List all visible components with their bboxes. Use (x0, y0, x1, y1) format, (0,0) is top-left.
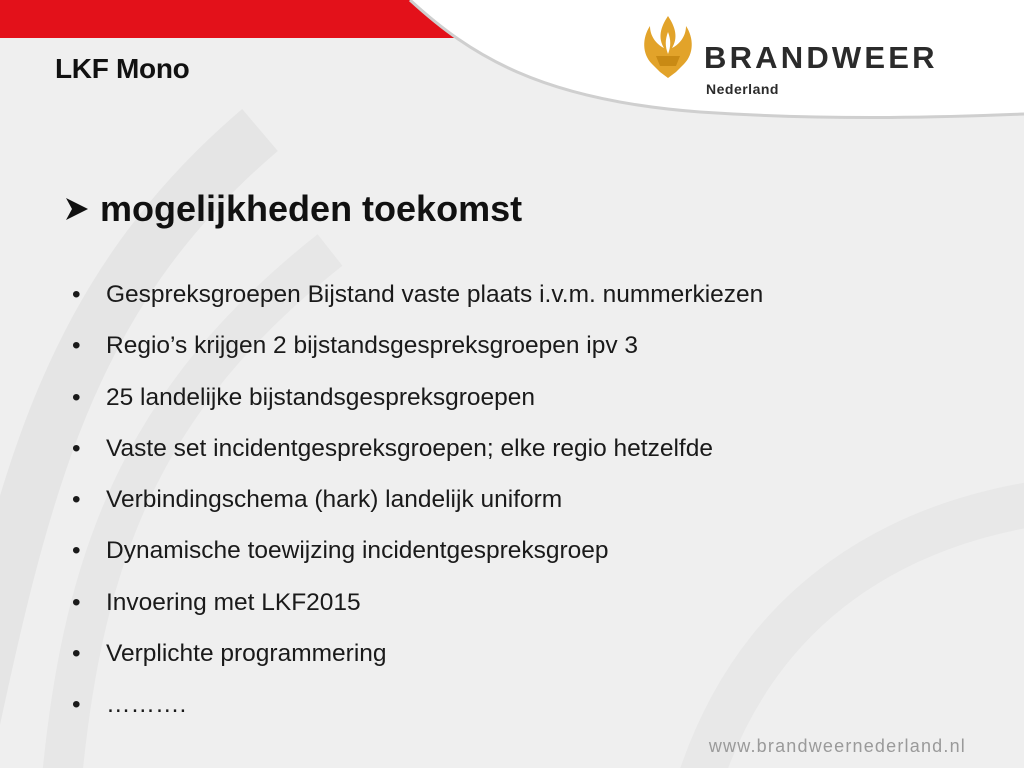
list-item: • Regio’s krijgen 2 bijstandsgespreksgroepen ipv 3 (72, 332, 639, 360)
list-item: • Verbindingschema (hark) landelijk uniform (72, 486, 563, 514)
list-item: • Invoering met LKF2015 (72, 588, 361, 616)
list-item: • Dynamische toewijzing incidentgespreksgroep (72, 537, 609, 565)
logo-wordmark: BRANDWEER (704, 40, 938, 75)
list-item-text: Regio’s krijgen 2 bijstandsgespreksgroepen ipv 3 (106, 332, 639, 360)
list-item-text: ………. (106, 691, 187, 719)
list-item-text: Vaste set incidentgespreksgroepen; elke regio hetzelfde (106, 434, 713, 462)
bullet-list (72, 278, 763, 740)
list-item-text: Dynamische toewijzing incidentgespreksgroep (106, 537, 609, 565)
list-item-text: Gespreksgroepen Bijstand vaste plaats i.v.m. nummerkiezen (106, 281, 764, 308)
list-item: • Verplichte programmering (72, 640, 387, 668)
logo-subtitle: Nederland (706, 81, 779, 97)
section-heading (64, 188, 522, 230)
arrow-right-icon (64, 196, 90, 222)
list-item-text: 25 landelijke bijstandsgespreksgroepen (106, 383, 536, 411)
slide-title: LKF Mono (55, 53, 190, 84)
list-item: • ………. (72, 691, 187, 719)
list-item: • 25 landelijke bijstandsgespreksgroepen (72, 383, 536, 411)
list-item: • Vaste set incidentgespreksgroepen; elke regio hetzelfde (72, 434, 713, 462)
list-item-text: Verplichte programmering (106, 640, 387, 668)
list-item-text: Verbindingschema (hark) landelijk uniform (106, 486, 563, 514)
section-heading-text: mogelijkheden toekomst (100, 188, 523, 229)
list-item-text: Invoering met LKF2015 (106, 588, 361, 616)
brandweer-logo (638, 14, 968, 104)
list-item: • Gespreksgroepen Bijstand vaste plaats i.v.m. nummerkiezen (72, 281, 764, 308)
flame-crest-icon (638, 14, 698, 80)
footer-url: www.brandweernederland.nl (708, 736, 966, 756)
